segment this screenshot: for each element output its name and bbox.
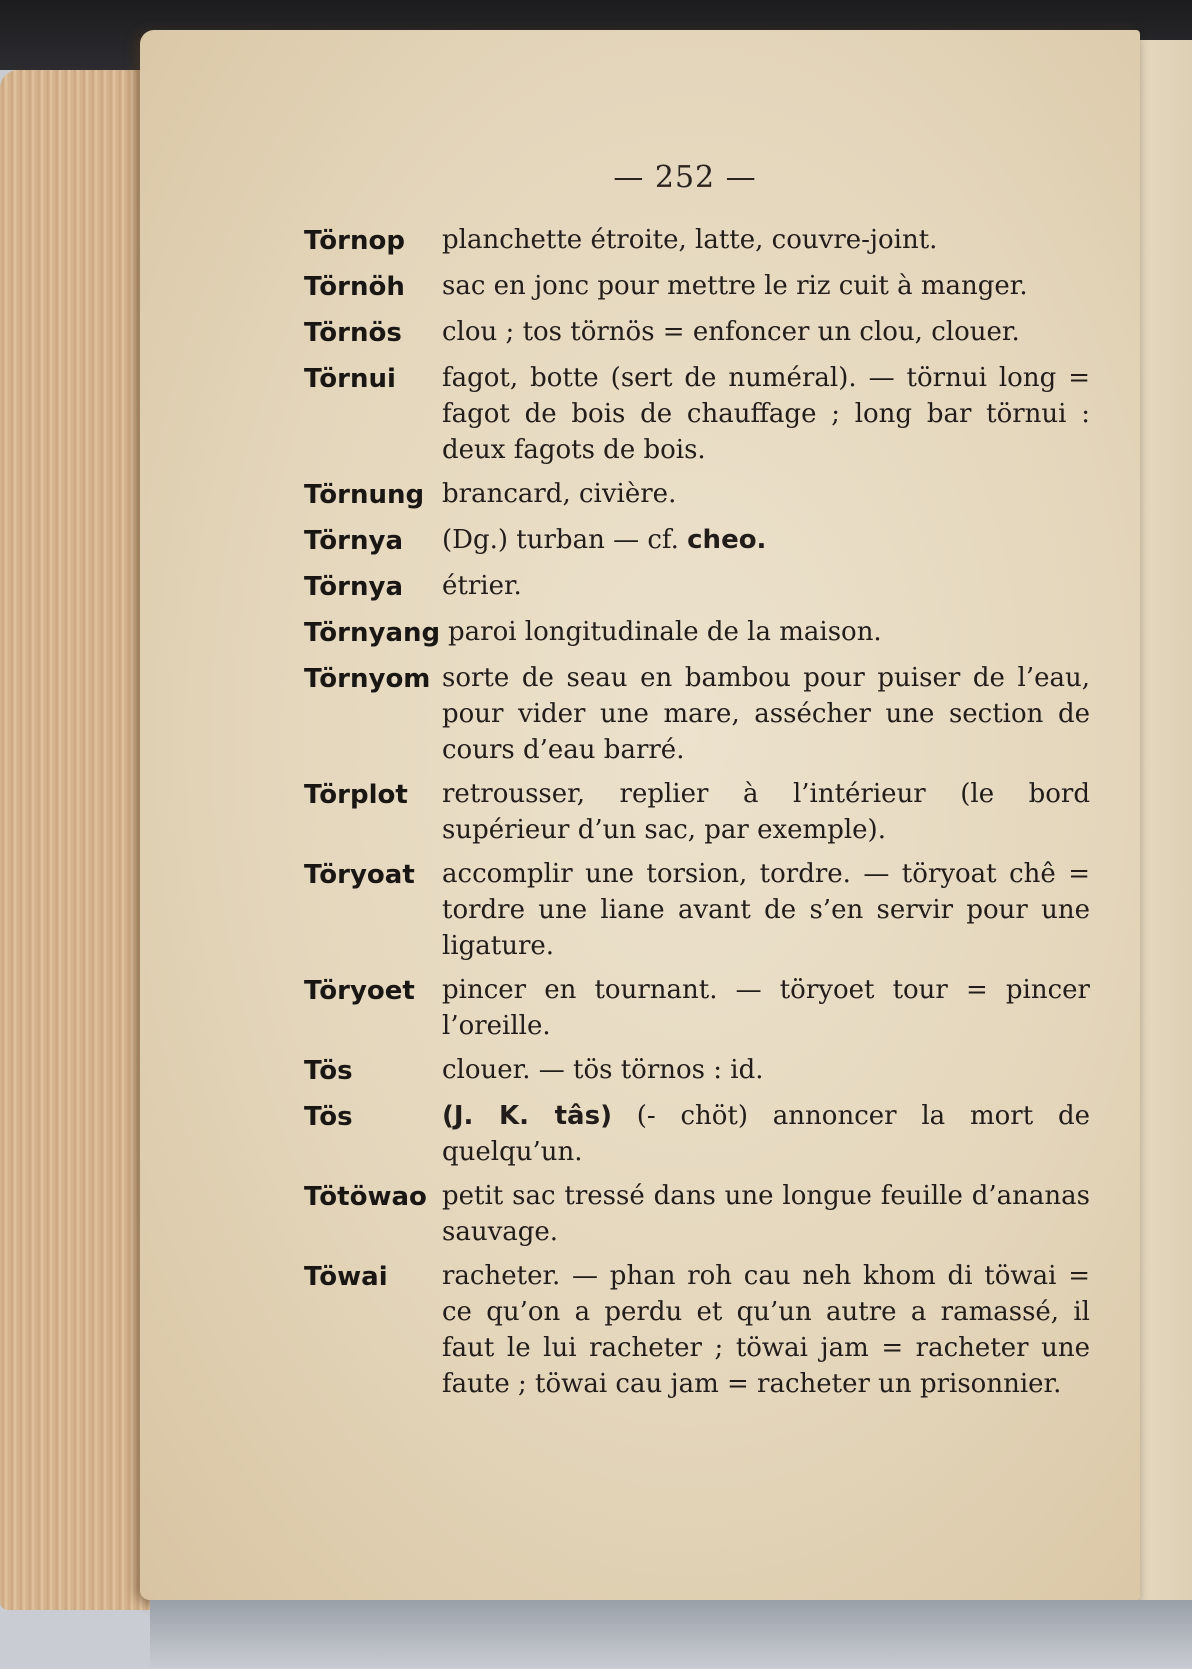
dictionary-entries bbox=[300, 222, 1090, 1410]
definition: sac en jonc pour mettre le riz cuit à manger. bbox=[442, 271, 1028, 301]
headword: Törnya bbox=[304, 572, 403, 602]
definition-text: (- chöt) annoncer la mort de quelqu’un. bbox=[442, 1101, 1090, 1167]
cross-reference: cheo. bbox=[687, 525, 767, 555]
dictionary-entry bbox=[300, 360, 1090, 468]
headword: Töwai bbox=[304, 1262, 388, 1292]
dictionary-entry bbox=[300, 1258, 1090, 1402]
headword: Tös bbox=[304, 1102, 353, 1132]
headword: Tös bbox=[304, 1056, 353, 1086]
headword: Törnyang bbox=[304, 618, 441, 648]
definition: retrousser, replier à l’intérieur (le bord supérieur d’un sac, par exemple). bbox=[442, 779, 1090, 845]
definition: paroi longitudinale de la maison. bbox=[448, 617, 882, 647]
dictionary-entry bbox=[300, 1098, 1090, 1170]
dictionary-entry bbox=[300, 476, 1090, 514]
page-number: — 252 — bbox=[613, 160, 757, 195]
definition: clou ; tos törnös = enfoncer un clou, clouer. bbox=[442, 317, 1020, 347]
background-bottom bbox=[150, 1600, 1192, 1669]
headword: Törnöh bbox=[304, 272, 405, 302]
headword: Törplot bbox=[304, 780, 408, 810]
dictionary-entry bbox=[300, 660, 1090, 768]
dictionary-entry bbox=[300, 856, 1090, 964]
definition: petit sac tressé dans une longue feuille d’ananas sauvage. bbox=[442, 1181, 1090, 1247]
dictionary-entry bbox=[300, 568, 1090, 606]
etymology: (J. K. tâs) bbox=[442, 1101, 612, 1131]
headword: Törnyom bbox=[304, 664, 431, 694]
headword: Tötöwao bbox=[304, 1182, 427, 1212]
definition: brancard, civière. bbox=[442, 479, 677, 509]
definition: clouer. — tös törnos : id. bbox=[442, 1055, 764, 1085]
definition: fagot, botte (sert de numéral). — törnui long = fagot de bois de chauffage ; long bar törnui : deux fagots de bois. bbox=[442, 363, 1090, 465]
definition: accomplir une torsion, tordre. — töryoat chê = tordre une liane avant de s’en servir pour une ligature. bbox=[442, 859, 1090, 961]
definition: pincer en tournant. — töryoet tour = pincer l’oreille. bbox=[442, 975, 1090, 1041]
dictionary-entry bbox=[300, 314, 1090, 352]
dictionary-entry bbox=[300, 972, 1090, 1044]
headword: Törnung bbox=[304, 480, 425, 510]
dictionary-entry bbox=[300, 776, 1090, 848]
definition-text: (Dg.) turban — cf. bbox=[442, 525, 688, 555]
dictionary-entry bbox=[300, 522, 1090, 560]
headword: Töryoat bbox=[304, 860, 415, 890]
definition: sorte de seau en bambou pour puiser de l’eau, pour vider une mare, assécher une section de cours d’eau barré. bbox=[442, 663, 1090, 765]
definition: planchette étroite, latte, couvre-joint. bbox=[442, 225, 938, 255]
definition bbox=[442, 522, 1090, 558]
headword: Törnös bbox=[304, 318, 402, 348]
definition: étrier. bbox=[442, 571, 522, 601]
definition: racheter. — phan roh cau neh khom di töwai = ce qu’on a perdu et qu’un autre a ramassé, il faut le lui racheter ; töwai jam = racheter une faute ; töwai cau jam = racheter un prisonnier. bbox=[442, 1261, 1090, 1399]
headword: Törnop bbox=[304, 226, 405, 256]
dictionary-entry bbox=[300, 268, 1090, 306]
dictionary-entry bbox=[300, 1178, 1090, 1250]
headword: Töryoet bbox=[304, 976, 415, 1006]
definition bbox=[442, 1098, 1090, 1170]
dictionary-entry bbox=[300, 614, 1090, 652]
headword: Törnui bbox=[304, 364, 396, 394]
dictionary-entry bbox=[300, 1052, 1090, 1090]
headword: Törnya bbox=[304, 526, 403, 556]
dictionary-entry bbox=[300, 222, 1090, 260]
